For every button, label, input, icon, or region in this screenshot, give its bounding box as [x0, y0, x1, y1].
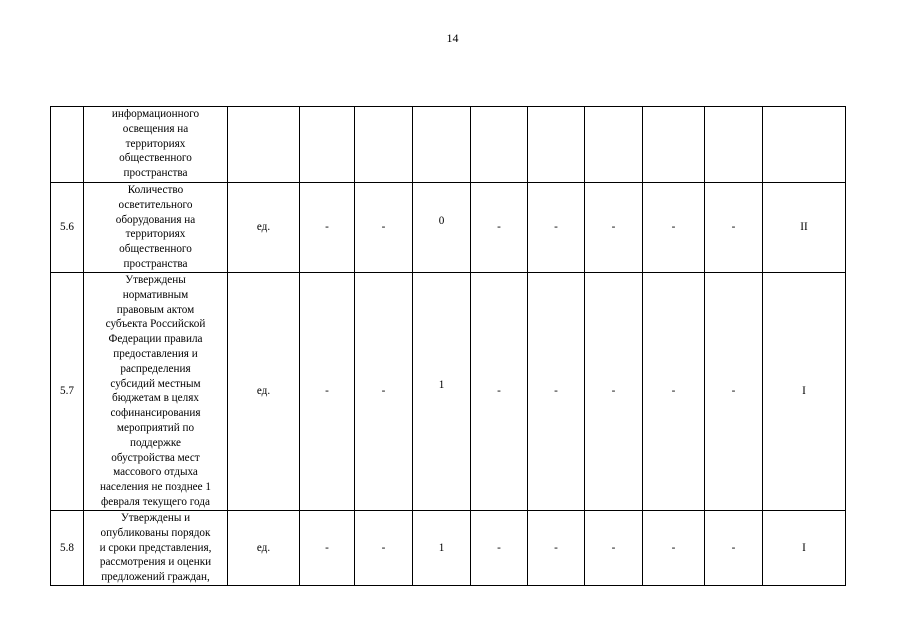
indicator-name: Утверждены и опубликованы порядок и сроки представления, рассмотрения и оценки предложений граждан, — [84, 511, 228, 586]
table-row — [51, 183, 846, 273]
value-cell: - — [643, 183, 705, 273]
value-cell — [413, 107, 471, 183]
value-cell: - — [585, 273, 643, 511]
unit-cell: ед. — [228, 511, 300, 586]
indicator-name: информационного освещения на территориях общественного пространства — [84, 107, 228, 183]
value-cell: - — [705, 183, 763, 273]
value-cell: - — [705, 273, 763, 511]
value-cell: - — [528, 273, 585, 511]
value-cell — [355, 107, 413, 183]
value-cell: - — [471, 511, 528, 586]
row-number — [51, 107, 84, 183]
value-cell — [528, 107, 585, 183]
value-cell — [471, 107, 528, 183]
level-cell: II — [763, 183, 846, 273]
level-cell: I — [763, 273, 846, 511]
value-cell: - — [585, 183, 643, 273]
row-number: 5.8 — [51, 511, 84, 586]
value-cell: 1 — [413, 511, 471, 586]
value-cell — [585, 107, 643, 183]
table-row — [51, 273, 846, 511]
value-cell: - — [355, 273, 413, 511]
indicator-name: Количество осветительного оборудования на территориях общественного пространства — [84, 183, 228, 273]
value-cell: - — [355, 511, 413, 586]
value-cell: - — [528, 511, 585, 586]
value-cell: - — [300, 511, 355, 586]
unit-cell: ед. — [228, 273, 300, 511]
value-cell: - — [300, 273, 355, 511]
value-cell: - — [300, 183, 355, 273]
value-cell: - — [355, 183, 413, 273]
indicator-name: Утверждены нормативным правовым актом субъекта Российской Федерации правила предоставления и распределения субсидий местным бюджетам в целях софинансирования мероприятий по поддержке обустройства мест массового отдыха населения не позднее 1 февраля текущего года — [84, 273, 228, 511]
table-row — [51, 511, 846, 586]
value-cell — [300, 107, 355, 183]
unit-cell: ед. — [228, 183, 300, 273]
level-cell: I — [763, 511, 846, 586]
page-number: 14 — [446, 31, 459, 45]
value-cell: - — [643, 511, 705, 586]
level-cell — [763, 107, 846, 183]
value-cell: 1 — [413, 273, 471, 511]
value-cell: - — [471, 273, 528, 511]
indicators-table — [50, 106, 846, 586]
table-row — [51, 107, 846, 183]
unit-cell — [228, 107, 300, 183]
row-number: 5.7 — [51, 273, 84, 511]
value-cell: 0 — [413, 183, 471, 273]
value-cell: - — [471, 183, 528, 273]
value-cell: - — [643, 273, 705, 511]
value-cell — [643, 107, 705, 183]
value-cell: - — [705, 511, 763, 586]
value-cell: - — [528, 183, 585, 273]
value-cell — [705, 107, 763, 183]
value-cell: - — [585, 511, 643, 586]
row-number: 5.6 — [51, 183, 84, 273]
